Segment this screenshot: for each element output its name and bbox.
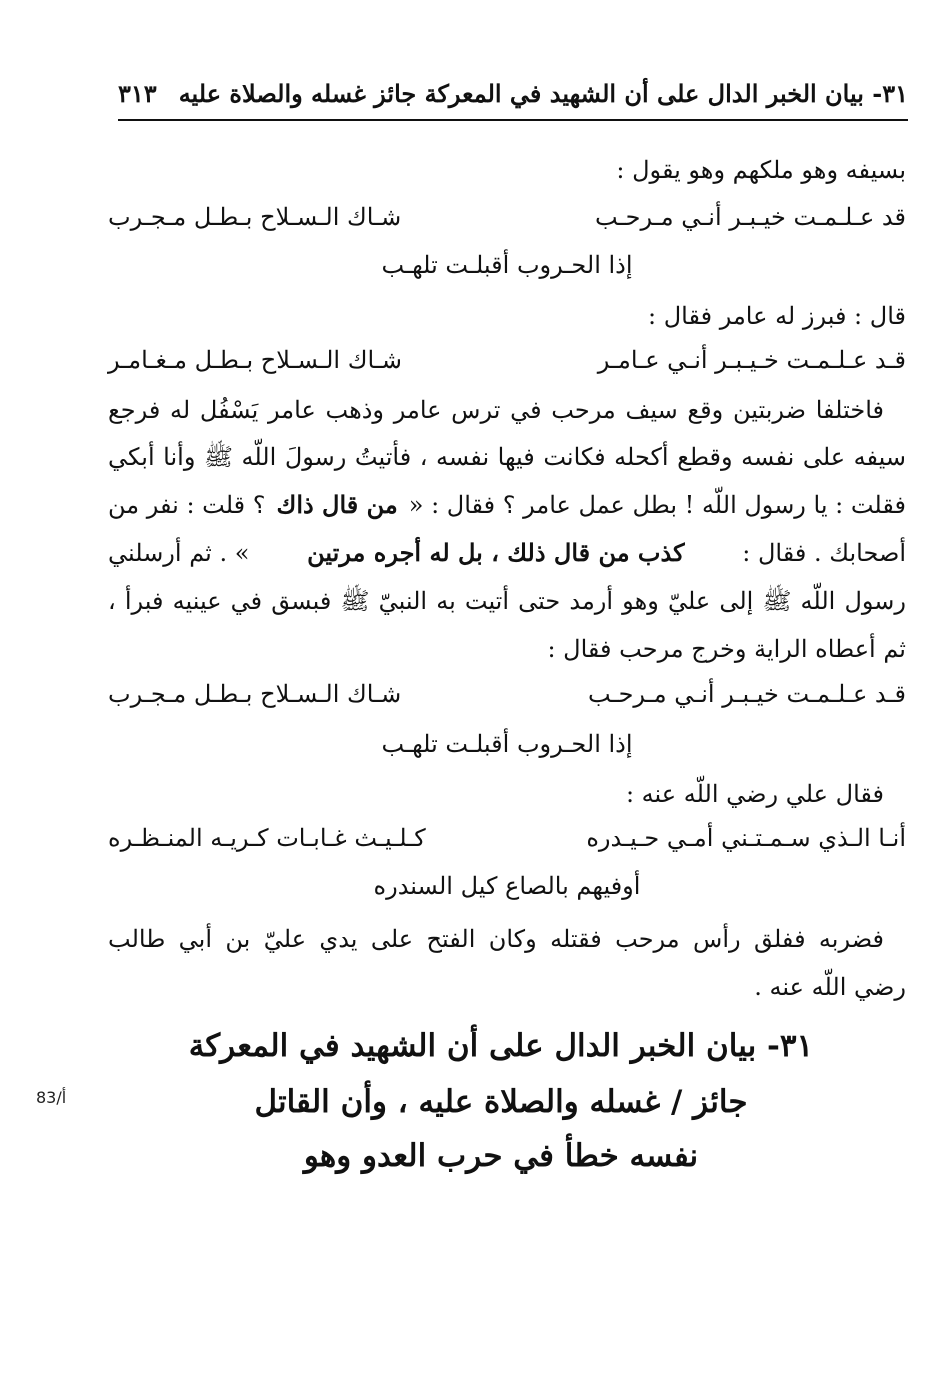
header-title: ٣١- بيان الخبر الدال على أن الشهيد في المعركة جائز غسله والصلاة عليه xyxy=(178,79,908,108)
poem-verse xyxy=(108,343,906,377)
text-line xyxy=(108,536,906,570)
verse-hemistich-first: قـد عـلـمـت خـيـبـر أنـي عـامـر xyxy=(597,346,906,374)
running-header xyxy=(118,64,908,108)
text-line: رضي اللّه عنه . xyxy=(754,973,906,1001)
text-segment: أصحابك . فقال : xyxy=(742,539,906,567)
text-line: بسيفه وهو ملكهم وهو يقول : xyxy=(616,156,906,184)
text-line: سيفه على نفسه وقطع أكحله فكانت فيها نفسه ، فأتيتُ رسولَ اللّه ﷺ وأنا أبكي xyxy=(108,443,906,471)
section-heading-line: جائز / غسله والصلاة عليه ، وأن القاتل xyxy=(254,1084,748,1120)
header-divider xyxy=(118,119,908,121)
verse-hemistich-first: قـد عـلـمـت خيـبـر أنـي مـرحـب xyxy=(588,680,906,708)
verse-hemistich-second: كـلـيـث غـابـات كـريـه المنـظـره xyxy=(108,824,426,852)
text-line: رسول اللّه ﷺ إلى عليّ وهو أرمد حتى أتيت به النبيّ ﷺ فبسق في عينيه فبرأ ، xyxy=(108,587,906,615)
text-segment: » . ثم أرسلني xyxy=(108,539,250,567)
hadith-quote: كذب من قال ذلك ، بل له أجره مرتين xyxy=(307,538,685,567)
text-segment: فقلت : يا رسول اللّه ! بطل عمل عامر ؟ فقال : « xyxy=(408,491,906,519)
section-heading-line: نفسه خطأ في حرب العدو وهو xyxy=(303,1138,699,1174)
poem-verse xyxy=(108,821,906,855)
section-heading-line: ٣١- بيان الخبر الدال على أن الشهيد في المعركة xyxy=(188,1028,814,1064)
page-number: ٣١٣ xyxy=(118,79,157,108)
poem-line: أوفيهم بالصاع كيل السندره xyxy=(373,872,641,900)
poem-verse xyxy=(108,677,906,711)
text-line xyxy=(108,488,906,522)
poem-verse xyxy=(108,200,906,234)
verse-hemistich-first: أنـا الـذي سـمـتـني أمـي حـيـدره xyxy=(586,824,906,852)
hadith-quote: من قال ذاك xyxy=(276,490,398,519)
poem-line: إذا الحـروب أقبلـت تلهـب xyxy=(381,730,633,758)
text-line: فضربه ففلق رأس مرحب فقتله وكان الفتح على يدي عليّ بن أبي طالب xyxy=(108,925,884,953)
text-line: فقال علي رضي اللّه عنه : xyxy=(625,780,884,808)
text-line: فاختلفا ضربتين وقع سيف مرحب في ترس عامر وذهب عامر يَسْفُل له فرجع xyxy=(108,396,884,424)
manuscript-folio-note: 83/أ xyxy=(36,1088,67,1107)
verse-hemistich-second: شـاك الـسـلاح بـطـل مـجـرب xyxy=(108,203,402,231)
text-line: ثم أعطاه الراية وخرج مرحب فقال : xyxy=(547,635,906,663)
verse-hemistich-first: قد عـلـمـت خيـبـر أنـي مـرحـب xyxy=(595,203,906,231)
verse-hemistich-second: شـاك الـسـلاح بـطـل مـجـرب xyxy=(108,680,402,708)
poem-line: إذا الحـروب أقبلـت تلهـب xyxy=(381,251,633,279)
text-line: قال : فبرز له عامر فقال : xyxy=(648,302,906,330)
text-segment: ؟ قلت : نفر من xyxy=(108,491,266,519)
verse-hemistich-second: شـاك الـسـلاح بـطـل مـغـامـر xyxy=(108,346,402,374)
